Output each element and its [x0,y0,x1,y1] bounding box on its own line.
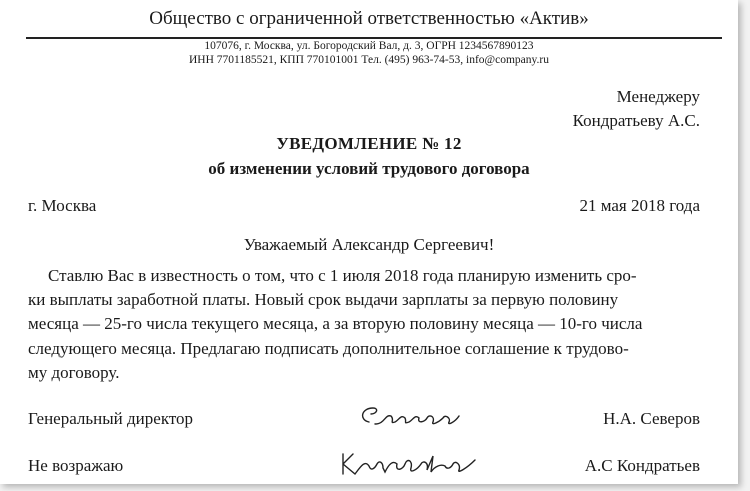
body-line: Ставлю Вас в известность о том, что с 1 июля 2018 года планирую изменить сро- [48,266,637,285]
body-line: ки выплаты заработной платы. Новый срок выдачи зарплаты за первую половину [28,290,619,309]
place: г. Москва [28,196,97,215]
director-signature [355,400,475,434]
header-divider [26,37,722,39]
requisites-line-1: 107076, г. Москва, ул. Богородский Вал, д. 3, ОГРН 1234567890123 [204,40,534,52]
addressee-position: Менеджеру [616,87,700,106]
director-position: Генеральный директор [28,409,194,428]
organization-name: Общество с ограниченной ответственностью «Актив» [149,8,589,29]
body-line: му договору. [28,363,120,382]
employee-name: А.С Кондратьев [584,456,700,475]
document-subtitle: об изменении условий трудового договора [208,159,530,178]
document-title: УВЕДОМЛЕНИЕ № 12 [276,134,462,153]
body-line: следующего месяца. Предлагаю подписать дополнительное соглашение к трудово- [28,339,629,358]
body-line: месяца — 25-го числа текущего месяца, а за вторую половину месяца — 10-го числа [28,314,643,333]
no-objection-label: Не возражаю [28,456,124,475]
addressee-name: Кондратьеву А.С. [572,111,700,130]
document-date: 21 мая 2018 года [579,196,700,215]
employee-signature [335,446,485,480]
greeting: Уважаемый Александр Сергеевич! [243,235,495,254]
director-name: Н.А. Северов [603,409,700,428]
requisites-line-2: ИНН 7701185521, КПП 770101001 Тел. (495) 963-74-53, info@company.ru [189,54,549,66]
